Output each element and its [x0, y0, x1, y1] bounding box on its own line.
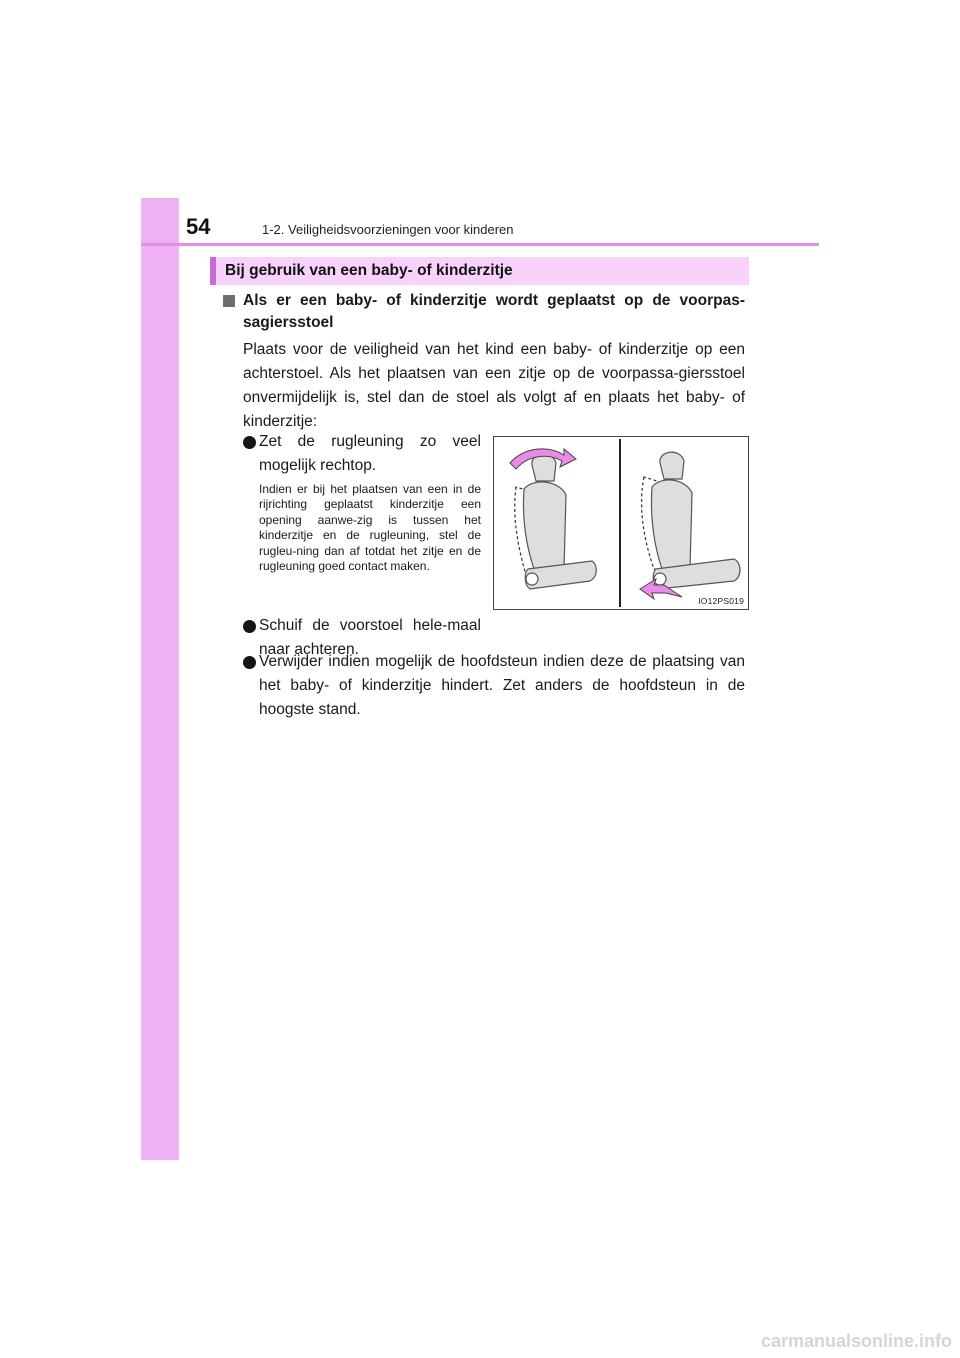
bullet-icon	[243, 436, 256, 449]
figure-code: IO12PS019	[698, 596, 744, 606]
chapter-side-tab	[141, 198, 179, 1160]
bullet-item-1: Zet de rugleuning zo veel mogelijk rechtop.	[259, 433, 481, 474]
bullet-1-note: Indien er bij het plaatsen van een in de rijrichting geplaatst kinderzitje een opening aanwe-zig is tussen het kinderzitje en de rugleuning, stel de rugleu-ning dan af totdat het zitje en de rugleuning goed contact maken.	[259, 482, 481, 574]
right-seat-icon	[642, 452, 740, 589]
seat-adjustment-figure	[493, 436, 749, 610]
square-bullet-icon	[223, 295, 235, 307]
header-rule	[141, 243, 819, 246]
left-seat-icon	[515, 454, 597, 589]
section-heading-box	[210, 257, 749, 285]
intro-paragraph: Plaats voor de veiligheid van het kind een baby- of kinderzitje op een achterstoel. Als het plaatsen van een zitje op de voorpassa-giersstoel onvermijdelijk is, stel dan de stoel als volgt af en plaats het baby- of kinderzitje:	[243, 341, 745, 430]
section-heading: Bij gebruik van een baby- of kinderzitje	[225, 262, 513, 279]
seat-illustration	[494, 437, 748, 609]
watermark: carmanualsonline.info	[760, 1331, 952, 1351]
section-title: 1-2. Veiligheidsvoorzieningen voor kinderen	[262, 222, 514, 237]
bullet-item-2: Schuif de voorstoel hele-maal naar achteren.	[259, 617, 481, 658]
bullet-item-3: Verwijder indien mogelijk de hoofdsteun indien deze de plaatsing van het baby- of kinderzitje hindert. Zet anders de hoofdsteun in de hoogste stand.	[259, 653, 745, 718]
subheading: Als er een baby- of kinderzitje wordt geplaatst op de voorpas-sagiersstoel	[243, 292, 745, 331]
page-number: 54	[186, 214, 211, 239]
bullet-icon	[243, 620, 256, 633]
bullet-icon	[243, 656, 256, 669]
